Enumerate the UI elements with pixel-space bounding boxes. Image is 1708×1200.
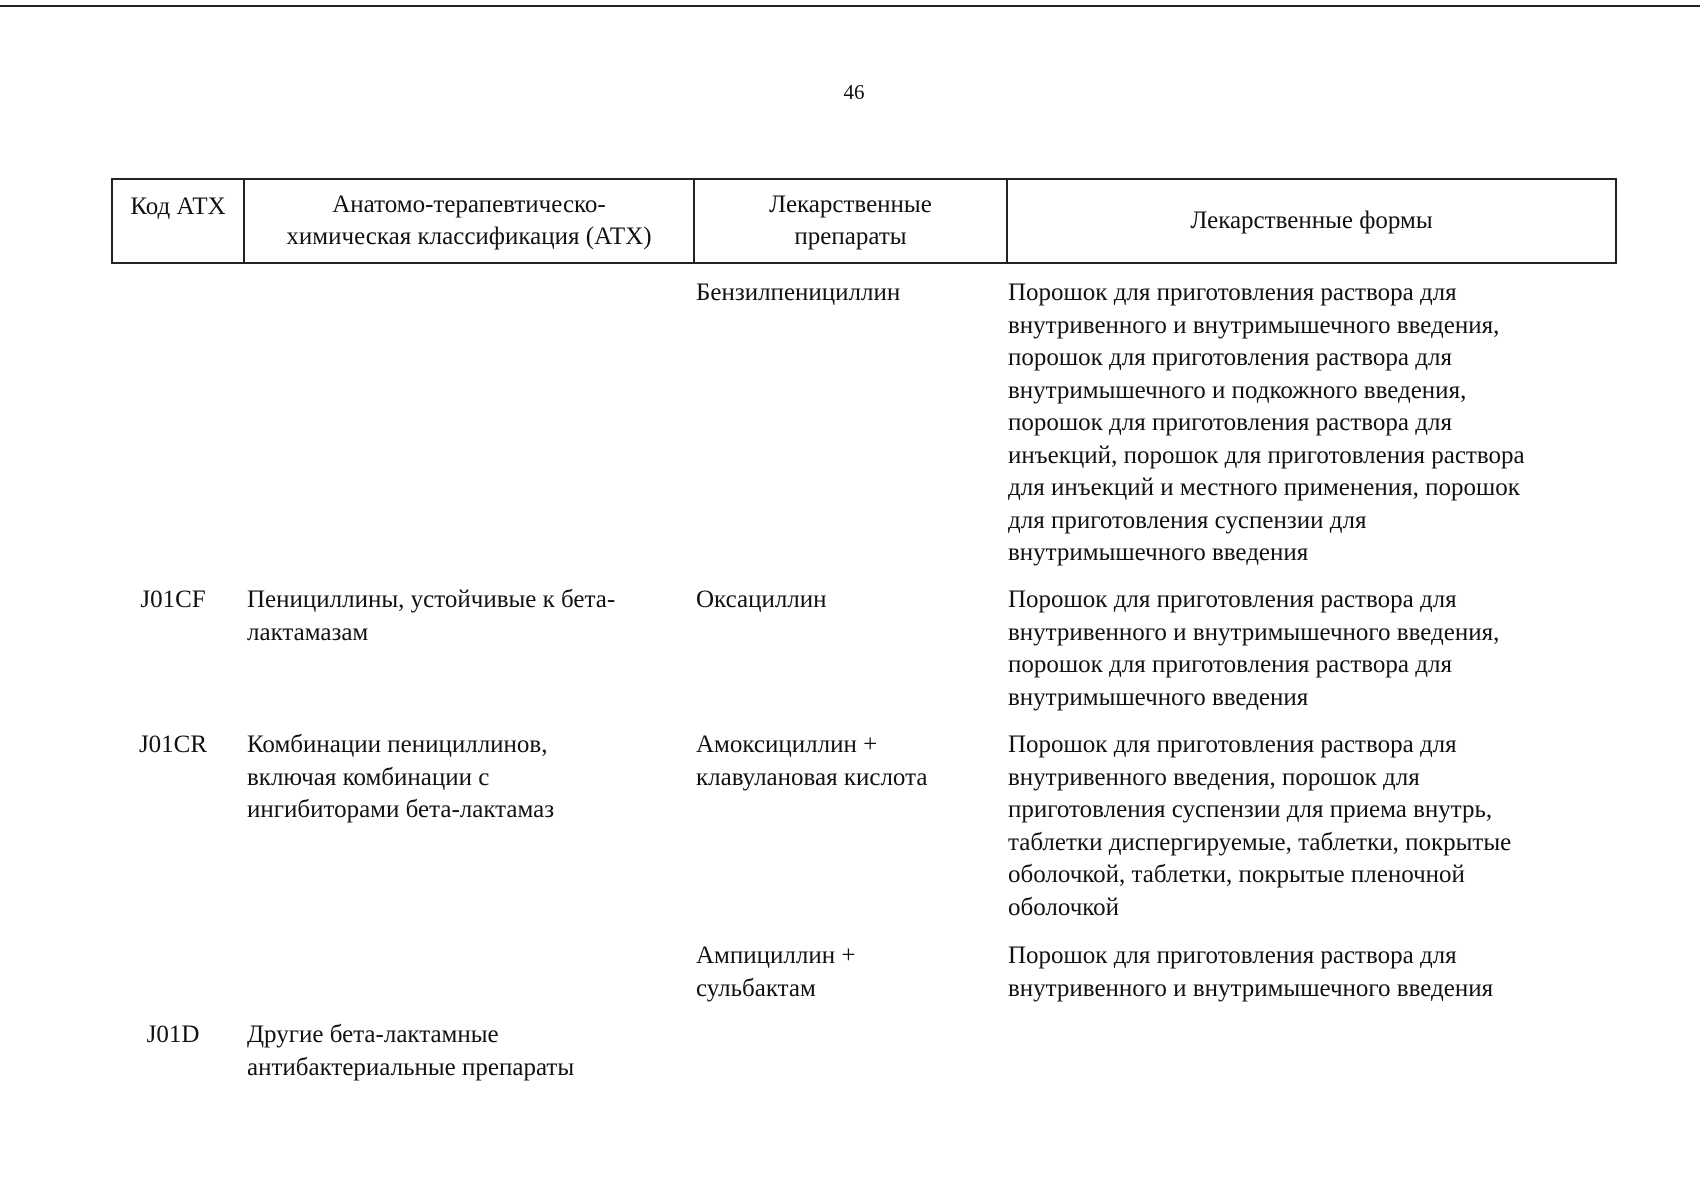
- header-medicines: Лекарственные препараты: [693, 180, 1006, 262]
- dosage-forms-cell: Порошок для приготовления раствора для внутривенного введения, порошок для приготовления суспензии для приема внутрь, таблетки диспергируемые, таблетки, покрытые оболочкой, таблетки, покрытые пленочной оболочкой: [1008, 731, 1512, 921]
- header-atx-classification: Анатомо-терапевтическо- химическая классификация (АТХ): [243, 180, 693, 262]
- drug-name-cell: Оксациллин: [696, 586, 827, 613]
- drug-name-cell: Ампициллин + сульбактам: [696, 942, 856, 1002]
- atx-code-cell: J01CF: [140, 586, 206, 613]
- atx-code-cell: J01D: [146, 1021, 200, 1048]
- table-header: [111, 178, 1617, 264]
- drug-name-cell: Бензилпенициллин: [696, 279, 901, 306]
- classification-cell: Пенициллины, устойчивые к бета- лактамазам: [247, 586, 616, 646]
- page-number: 46: [843, 80, 865, 104]
- top-border-line: [0, 5, 1700, 7]
- atx-code-cell: J01CR: [138, 731, 208, 758]
- classification-cell: Комбинации пенициллинов, включая комбинации с ингибиторами бета-лактамаз: [247, 731, 555, 823]
- classification-cell: Другие бета-лактамные антибактериальные препараты: [247, 1021, 575, 1081]
- dosage-forms-cell: Порошок для приготовления раствора для внутривенного и внутримышечного введения: [1008, 942, 1494, 1002]
- dosage-forms-cell: Порошок для приготовления раствора для внутривенного и внутримышечного введения, порошок для приготовления раствора для внутримышечного и подкожного введения, порошок для приготовления раствора для инъекций, порошок для приготовления раствора для инъекций и местного применения, порошок для приготовления суспензии для внутримышечного введения: [1008, 279, 1525, 566]
- drug-name-cell: Амоксициллин + клавулановая кислота: [696, 731, 928, 791]
- dosage-forms-cell: Порошок для приготовления раствора для внутривенного и внутримышечного введения, порошок для приготовления раствора для внутримышечного введения: [1008, 586, 1500, 711]
- header-dosage-forms: Лекарственные формы: [1006, 180, 1615, 262]
- header-atx-code: Код АТХ: [130, 193, 226, 220]
